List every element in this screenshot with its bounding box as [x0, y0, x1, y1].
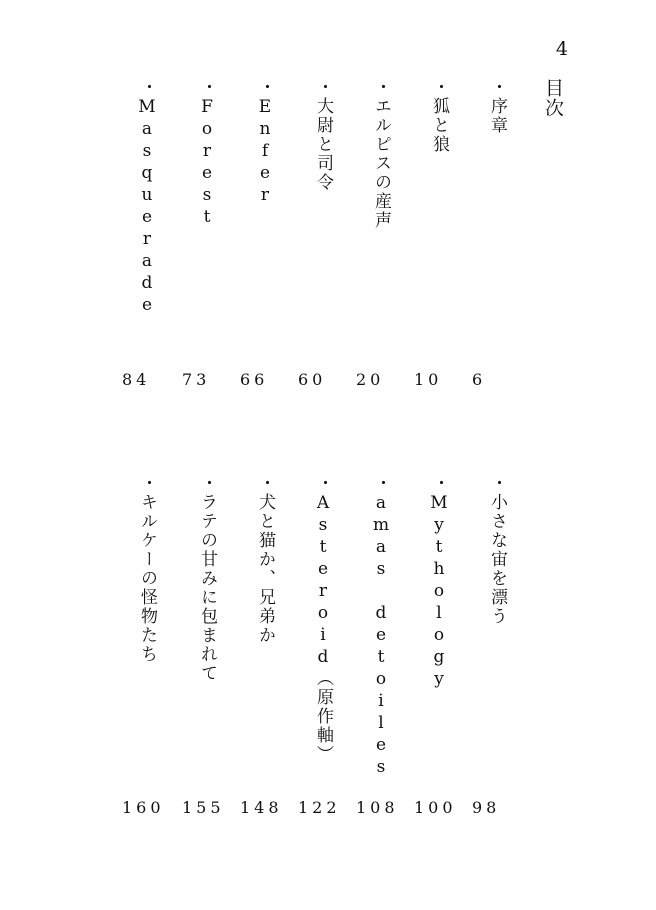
entry-page-number: 84: [122, 370, 151, 389]
entry-title: ・キルケーの怪物たち: [137, 474, 157, 664]
entry-title: ・Enfer: [255, 78, 275, 207]
entry-title: ・エルピスの産声: [371, 78, 391, 230]
entry-page-number: 148: [240, 798, 283, 817]
entry-page-number: 20: [356, 370, 385, 389]
entry-title: ・序章: [487, 78, 507, 135]
toc-title: 目次: [542, 78, 564, 118]
entry-title: ・amas detoiles: [371, 474, 391, 779]
entry-page-number: 100: [414, 798, 457, 817]
entry-page-number: 98: [472, 798, 501, 817]
entry-title: ・小さな宙を漂う: [487, 474, 507, 626]
entry-page-number: 108: [356, 798, 399, 817]
entry-title: ・犬と猫か、兄弟か: [255, 474, 275, 645]
entry-title: ・大尉と司令: [313, 78, 333, 192]
entry-title: ・ラテの甘みに包まれて: [197, 474, 217, 683]
entry-title: ・Masquerade: [137, 78, 157, 317]
entry-title: ・Mythology: [429, 474, 449, 691]
entry-page-number: 10: [414, 370, 443, 389]
entry-page-number: 60: [298, 370, 327, 389]
entry-page-number: 73: [182, 370, 211, 389]
entry-page-number: 66: [240, 370, 269, 389]
entry-page-number: 155: [182, 798, 225, 817]
entry-page-number: 160: [122, 798, 165, 817]
entry-page-number: 6: [472, 370, 487, 389]
entry-title: ・Forest: [197, 78, 217, 229]
entry-page-number: 122: [298, 798, 341, 817]
entry-title: ・Asteroid（原作軸）: [313, 474, 333, 764]
page-number: 4: [555, 38, 568, 60]
entry-title: ・狐と狼: [429, 78, 449, 154]
